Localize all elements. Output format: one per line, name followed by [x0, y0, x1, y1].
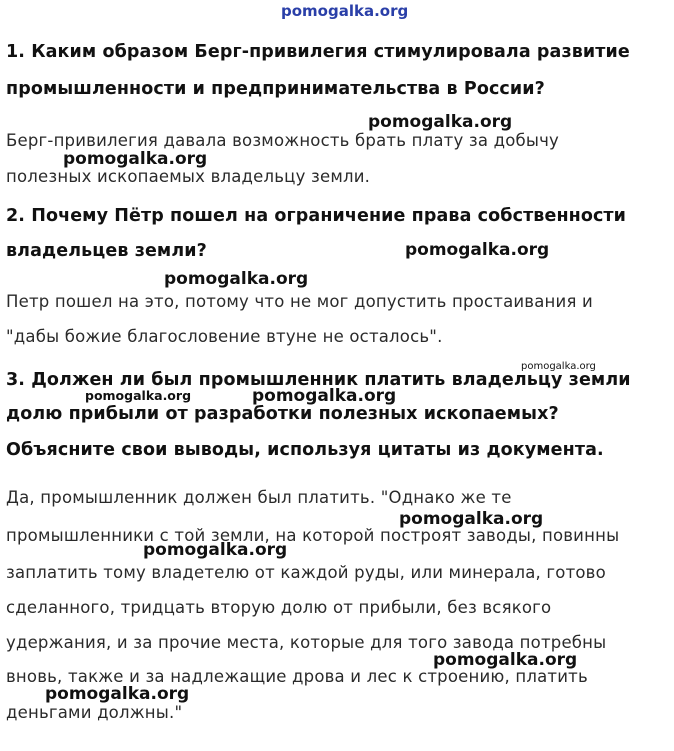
- watermark: pomogalka.org: [143, 540, 288, 560]
- answer-3-line-4: сделанного, тридцать вторую долю от прибыли, без всякого: [6, 598, 552, 617]
- answer-3-line-6: вновь, также и за надлежащие дрова и лес к строению, платить: [6, 667, 588, 686]
- watermark: pomogalka.org: [521, 361, 596, 372]
- question-1-line-2: промышленности и предпринимательства в России?: [6, 79, 545, 99]
- watermark: pomogalka.org: [85, 388, 192, 403]
- question-3-line-3: Объясните свои выводы, используя цитаты из документа.: [6, 440, 604, 460]
- answer-3-line-7: деньгами должны.": [6, 703, 183, 722]
- answer-3-line-5: удержания, и за прочие места, которые для того завода потребны: [6, 633, 607, 652]
- watermark: pomogalka.org: [63, 149, 208, 169]
- question-2-line-2: владельцев земли?: [6, 241, 207, 261]
- watermark: pomogalka.org: [252, 386, 397, 406]
- watermark: pomogalka.org: [405, 240, 550, 260]
- watermark: pomogalka.org: [164, 269, 309, 289]
- watermark: pomogalka.org: [368, 112, 513, 132]
- question-3-line-1: 3. Должен ли был промышленник платить владельцу земли: [6, 370, 631, 390]
- question-1-line-1: 1. Каким образом Берг-привилегия стимулировала развитие: [6, 42, 630, 62]
- answer-2-line-2: "дабы божие благословение втуне не осталось".: [6, 327, 443, 346]
- answer-1-line-2: полезных ископаемых владельцу земли.: [6, 167, 371, 186]
- watermark: pomogalka.org: [45, 684, 190, 704]
- question-3-line-2: долю прибыли от разработки полезных ископаемых?: [6, 404, 559, 424]
- header-watermark: pomogalka.org: [281, 2, 409, 20]
- answer-3-line-1: Да, промышленник должен был платить. "Однако же те: [6, 488, 512, 507]
- watermark: pomogalka.org: [433, 650, 578, 670]
- answer-3-line-3: заплатить тому владетелю от каждой руды, или минерала, готово: [6, 563, 606, 582]
- answer-3-line-2: промышленники с той земли, на которой построят заводы, повинны: [6, 526, 620, 545]
- watermark: pomogalka.org: [399, 509, 544, 529]
- answer-1-line-1: Берг-привилегия давала возможность брать плату за добычу: [6, 131, 560, 150]
- question-2-line-1: 2. Почему Пётр пошел на ограничение права собственности: [6, 206, 627, 226]
- answer-2-line-1: Петр пошел на это, потому что не мог допустить простаивания и: [6, 292, 593, 311]
